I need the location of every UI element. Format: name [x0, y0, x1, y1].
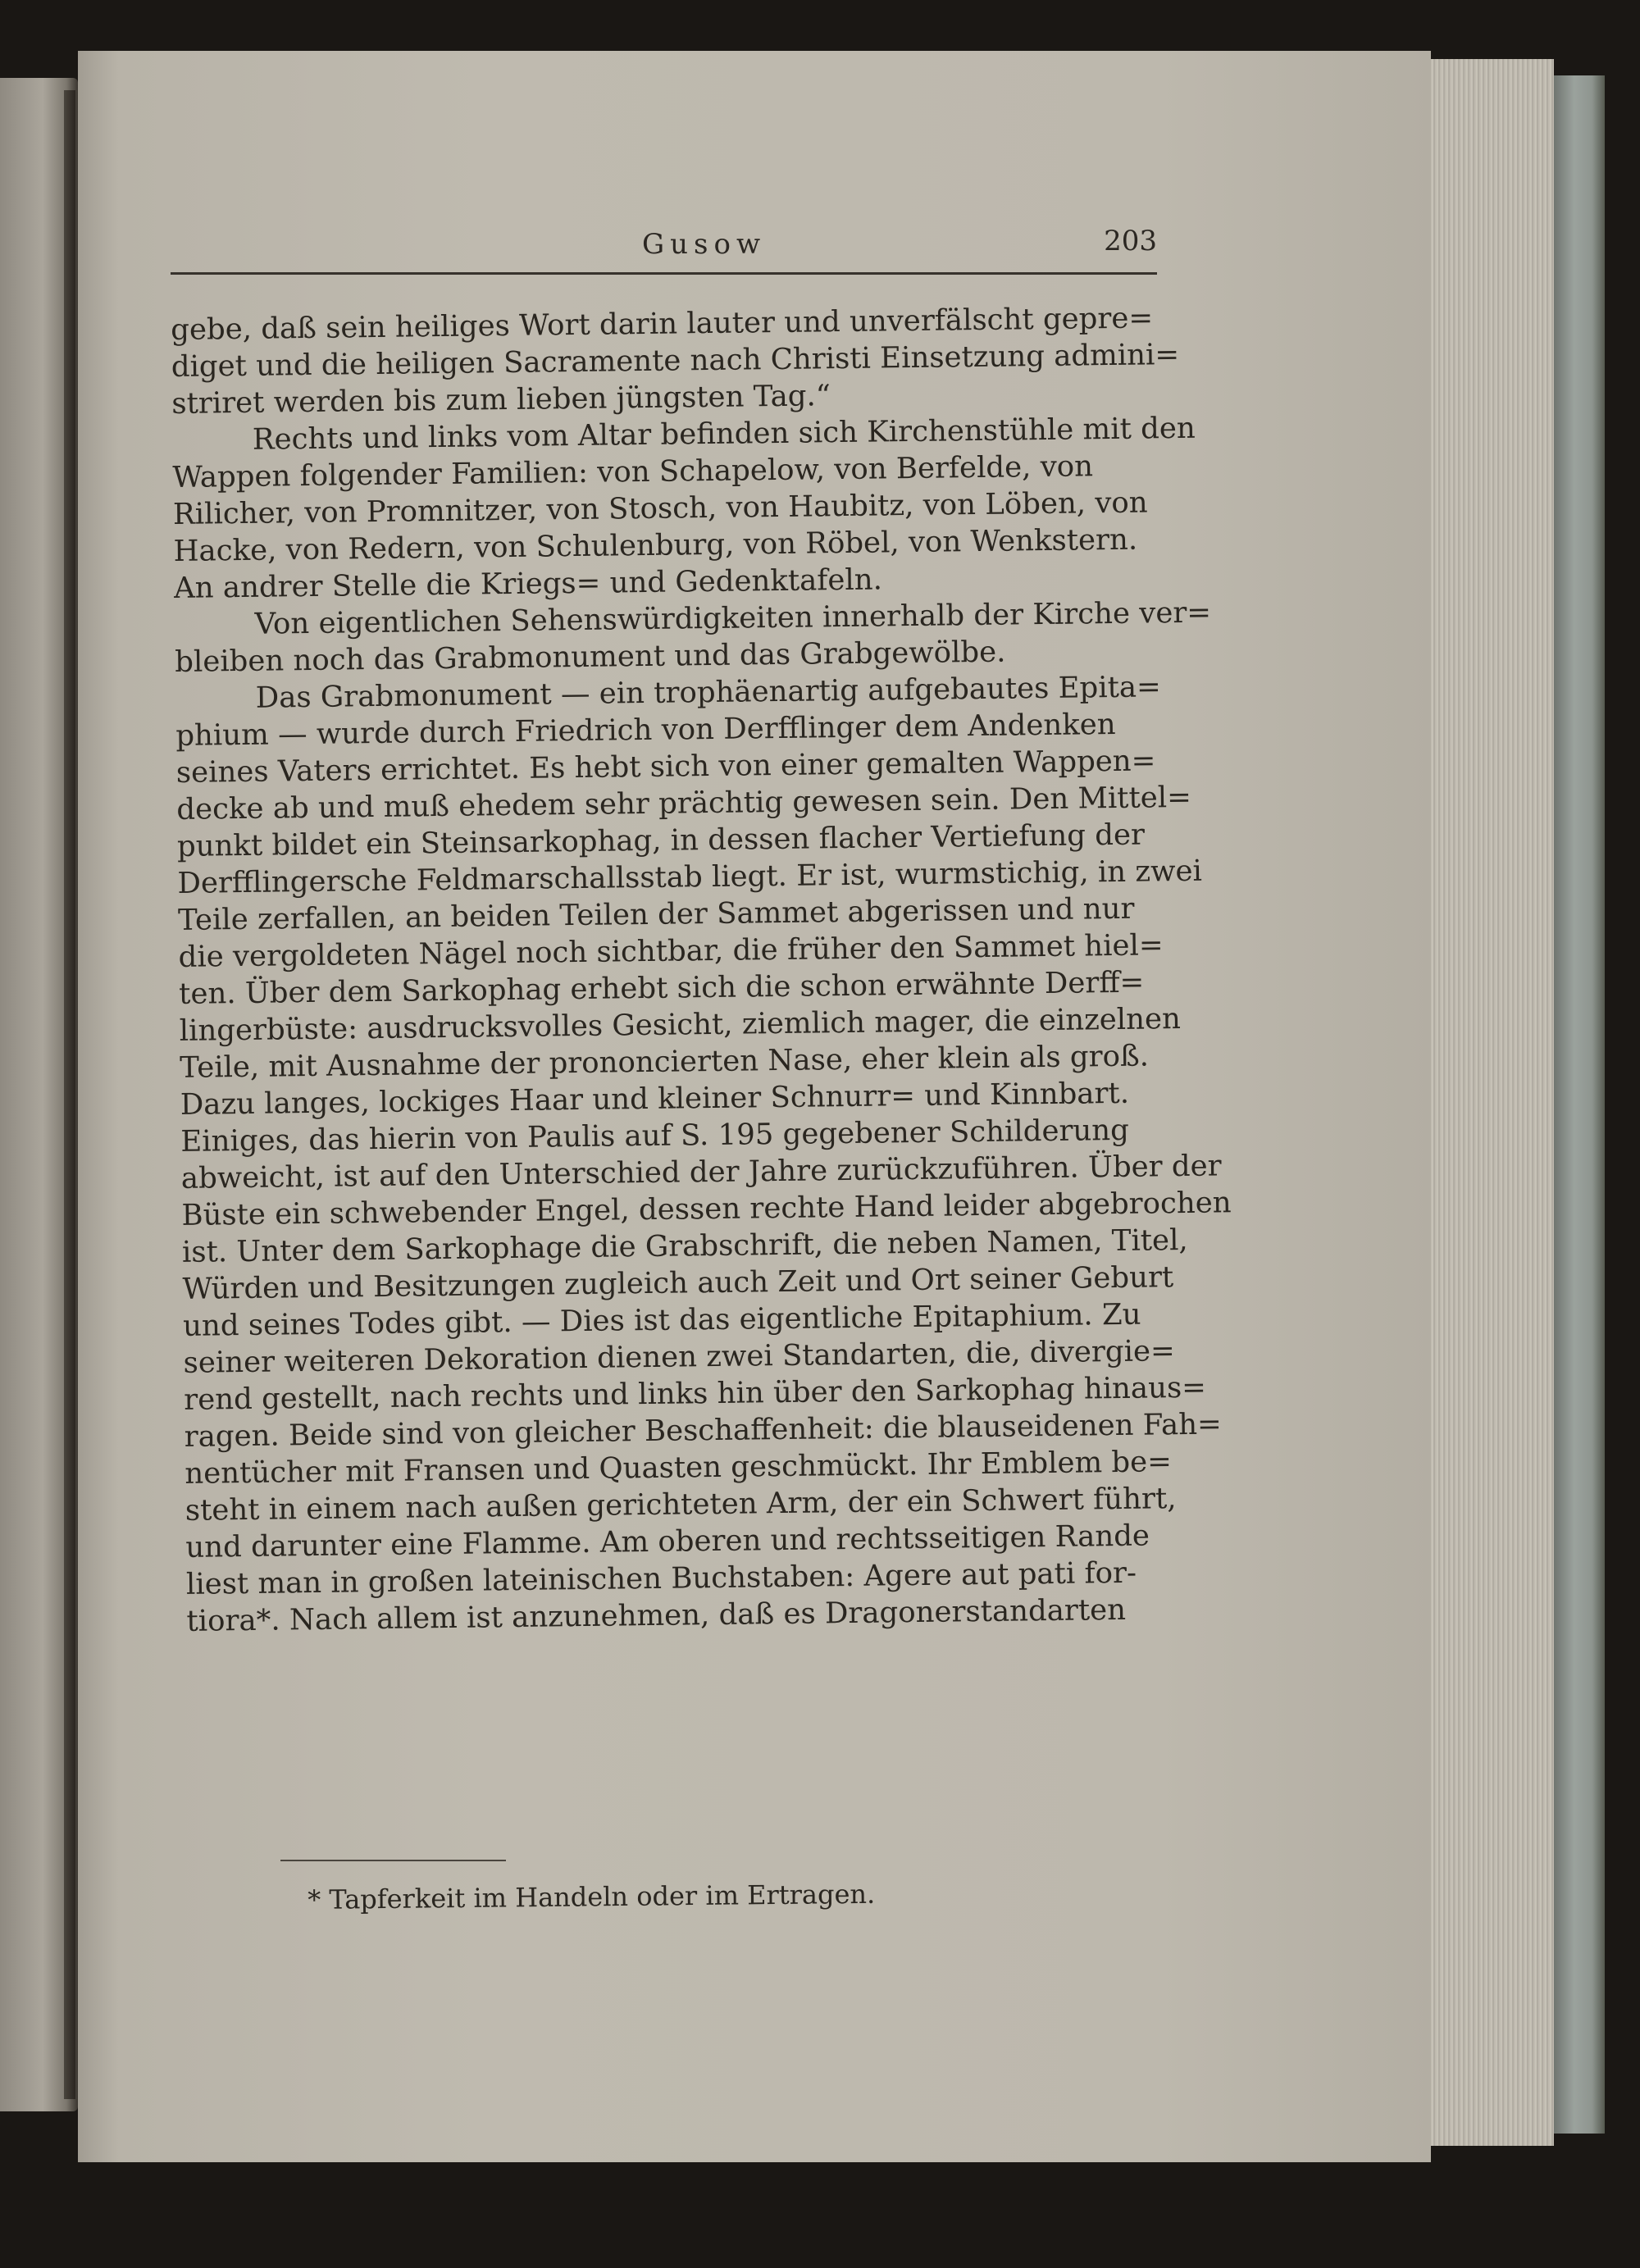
text-line: Würden und Besitzungen zugleich auch Zeit und Ort seiner Geburt — [182, 1260, 1174, 1306]
text-line: decke ab und muß ehedem sehr prächtig gewesen sein. Den Mittel= — [176, 780, 1192, 827]
text-line: Hacke, von Redern, von Schulenburg, von Röbel, von Wenkstern. — [173, 522, 1138, 568]
text-line: striret werden bis zum lieben jüngsten Tag.“ — [171, 379, 831, 421]
text-line: liest man in großen lateinischen Buchstaben: Agere aut pati for- — [185, 1555, 1137, 1601]
text-line: rend gestellt, nach rechts und links hin über den Sarkophag hinaus= — [183, 1370, 1207, 1417]
text-line: Wappen folgender Familien: von Schapelow, von Berfelde, von — [172, 449, 1094, 494]
text-line: Dazu langes, lockiges Haar und kleiner Schnurr= und Kinnbart. — [180, 1076, 1130, 1122]
text-line: Derfflingersche Feldmarschallsstab liegt. Er ist, wurmstichig, in zwei — [177, 854, 1203, 900]
text-line: und seines Todes gibt. — Dies ist das eigentliche Epitaphium. Zu — [182, 1297, 1141, 1343]
text-line: Teile, mit Ausnahme der prononcierten Nase, eher klein als groß. — [180, 1039, 1150, 1085]
text-line: seiner weiteren Dekoration dienen zwei Standarten, die, divergie= — [183, 1334, 1175, 1380]
page-header — [171, 180, 1157, 279]
text-line: Büste ein schwebender Engel, dessen rechte Hand leider abgebrochen — [181, 1186, 1232, 1232]
text-line: lingerbüste: ausdrucksvolles Gesicht, ziemlich mager, die einzelnen — [179, 1002, 1182, 1048]
text-line: Teile zerfallen, an beiden Teilen der Sammet abgerissen und nur — [177, 891, 1135, 937]
page-block-edge — [1431, 59, 1554, 2146]
text-line: ragen. Beide sind von gleicher Beschaffenheit: die blauseidenen Fah= — [184, 1407, 1223, 1454]
page-number: 203 — [1104, 225, 1157, 257]
text-line: phium — wurde durch Friedrich von Derfflinger dem Andenken — [175, 707, 1116, 753]
text-line: steht in einem nach außen gerichteten Arm, der ein Schwert führt, — [184, 1482, 1177, 1528]
text-line: Einiges, das hierin von Paulis auf S. 195 gegebener Schilderung — [180, 1113, 1130, 1159]
footnote-rule — [280, 1860, 506, 1861]
footnote: * Tapferkeit im Handeln oder im Ertragen. — [308, 1878, 876, 1915]
text-line: diget und die heiligen Sacramente nach Christi Einsetzung admini= — [171, 337, 1180, 384]
text-line: ist. Unter dem Sarkophage die Grabschrift, die neben Namen, Titel, — [181, 1223, 1188, 1269]
book-gutter — [64, 90, 75, 2099]
text-line: An andrer Stelle die Kriegs= und Gedenktafeln. — [173, 562, 883, 605]
text-line: die vergoldeten Nägel noch sichtbar, die früher den Sammet hiel= — [178, 928, 1164, 974]
header-rule — [171, 272, 1157, 275]
text-line: punkt bildet ein Steinsarkophag, in dessen flacher Vertiefung der — [176, 817, 1146, 863]
paragraph-start-line: Das Grabmonument — ein trophäenartig aufgebautes Epita= — [255, 670, 1162, 715]
text-line: gebe, daß sein heiliges Wort darin lauter und unverfälscht gepre= — [171, 301, 1154, 347]
text-line: Rilicher, von Promnitzer, von Stosch, von Haubitz, von Löben, von — [172, 485, 1148, 531]
text-line: abweicht, ist auf den Unterschied der Jahre zurückzuführen. Über der — [180, 1149, 1222, 1195]
text-line: bleiben noch das Grabmonument und das Grabgewölbe. — [174, 635, 1006, 679]
text-line: ten. Über dem Sarkophag erhebt sich die schon erwähnte Derff= — [178, 965, 1145, 1011]
paragraph-start-line: Von eigentlichen Sehenswürdigkeiten innerhalb der Kirche ver= — [254, 595, 1212, 641]
running-head: Gusow — [642, 228, 767, 261]
paragraph-start-line: Rechts und links vom Altar befinden sich Kirchenstühle mit den — [252, 411, 1196, 457]
text-line: seines Vaters errichtet. Es hebt sich von einer gemalten Wappen= — [175, 744, 1156, 790]
book-cover-edge — [1554, 75, 1605, 2134]
text-line: und darunter eine Flamme. Am oberen und rechtsseitigen Rande — [185, 1519, 1150, 1564]
text-line: nentücher mit Fransen und Quasten geschmückt. Ihr Emblem be= — [184, 1445, 1173, 1491]
body-text — [171, 299, 1232, 1640]
text-line: tiora*. Nach allem ist anzunehmen, daß es Dragonerstandarten — [186, 1592, 1127, 1638]
